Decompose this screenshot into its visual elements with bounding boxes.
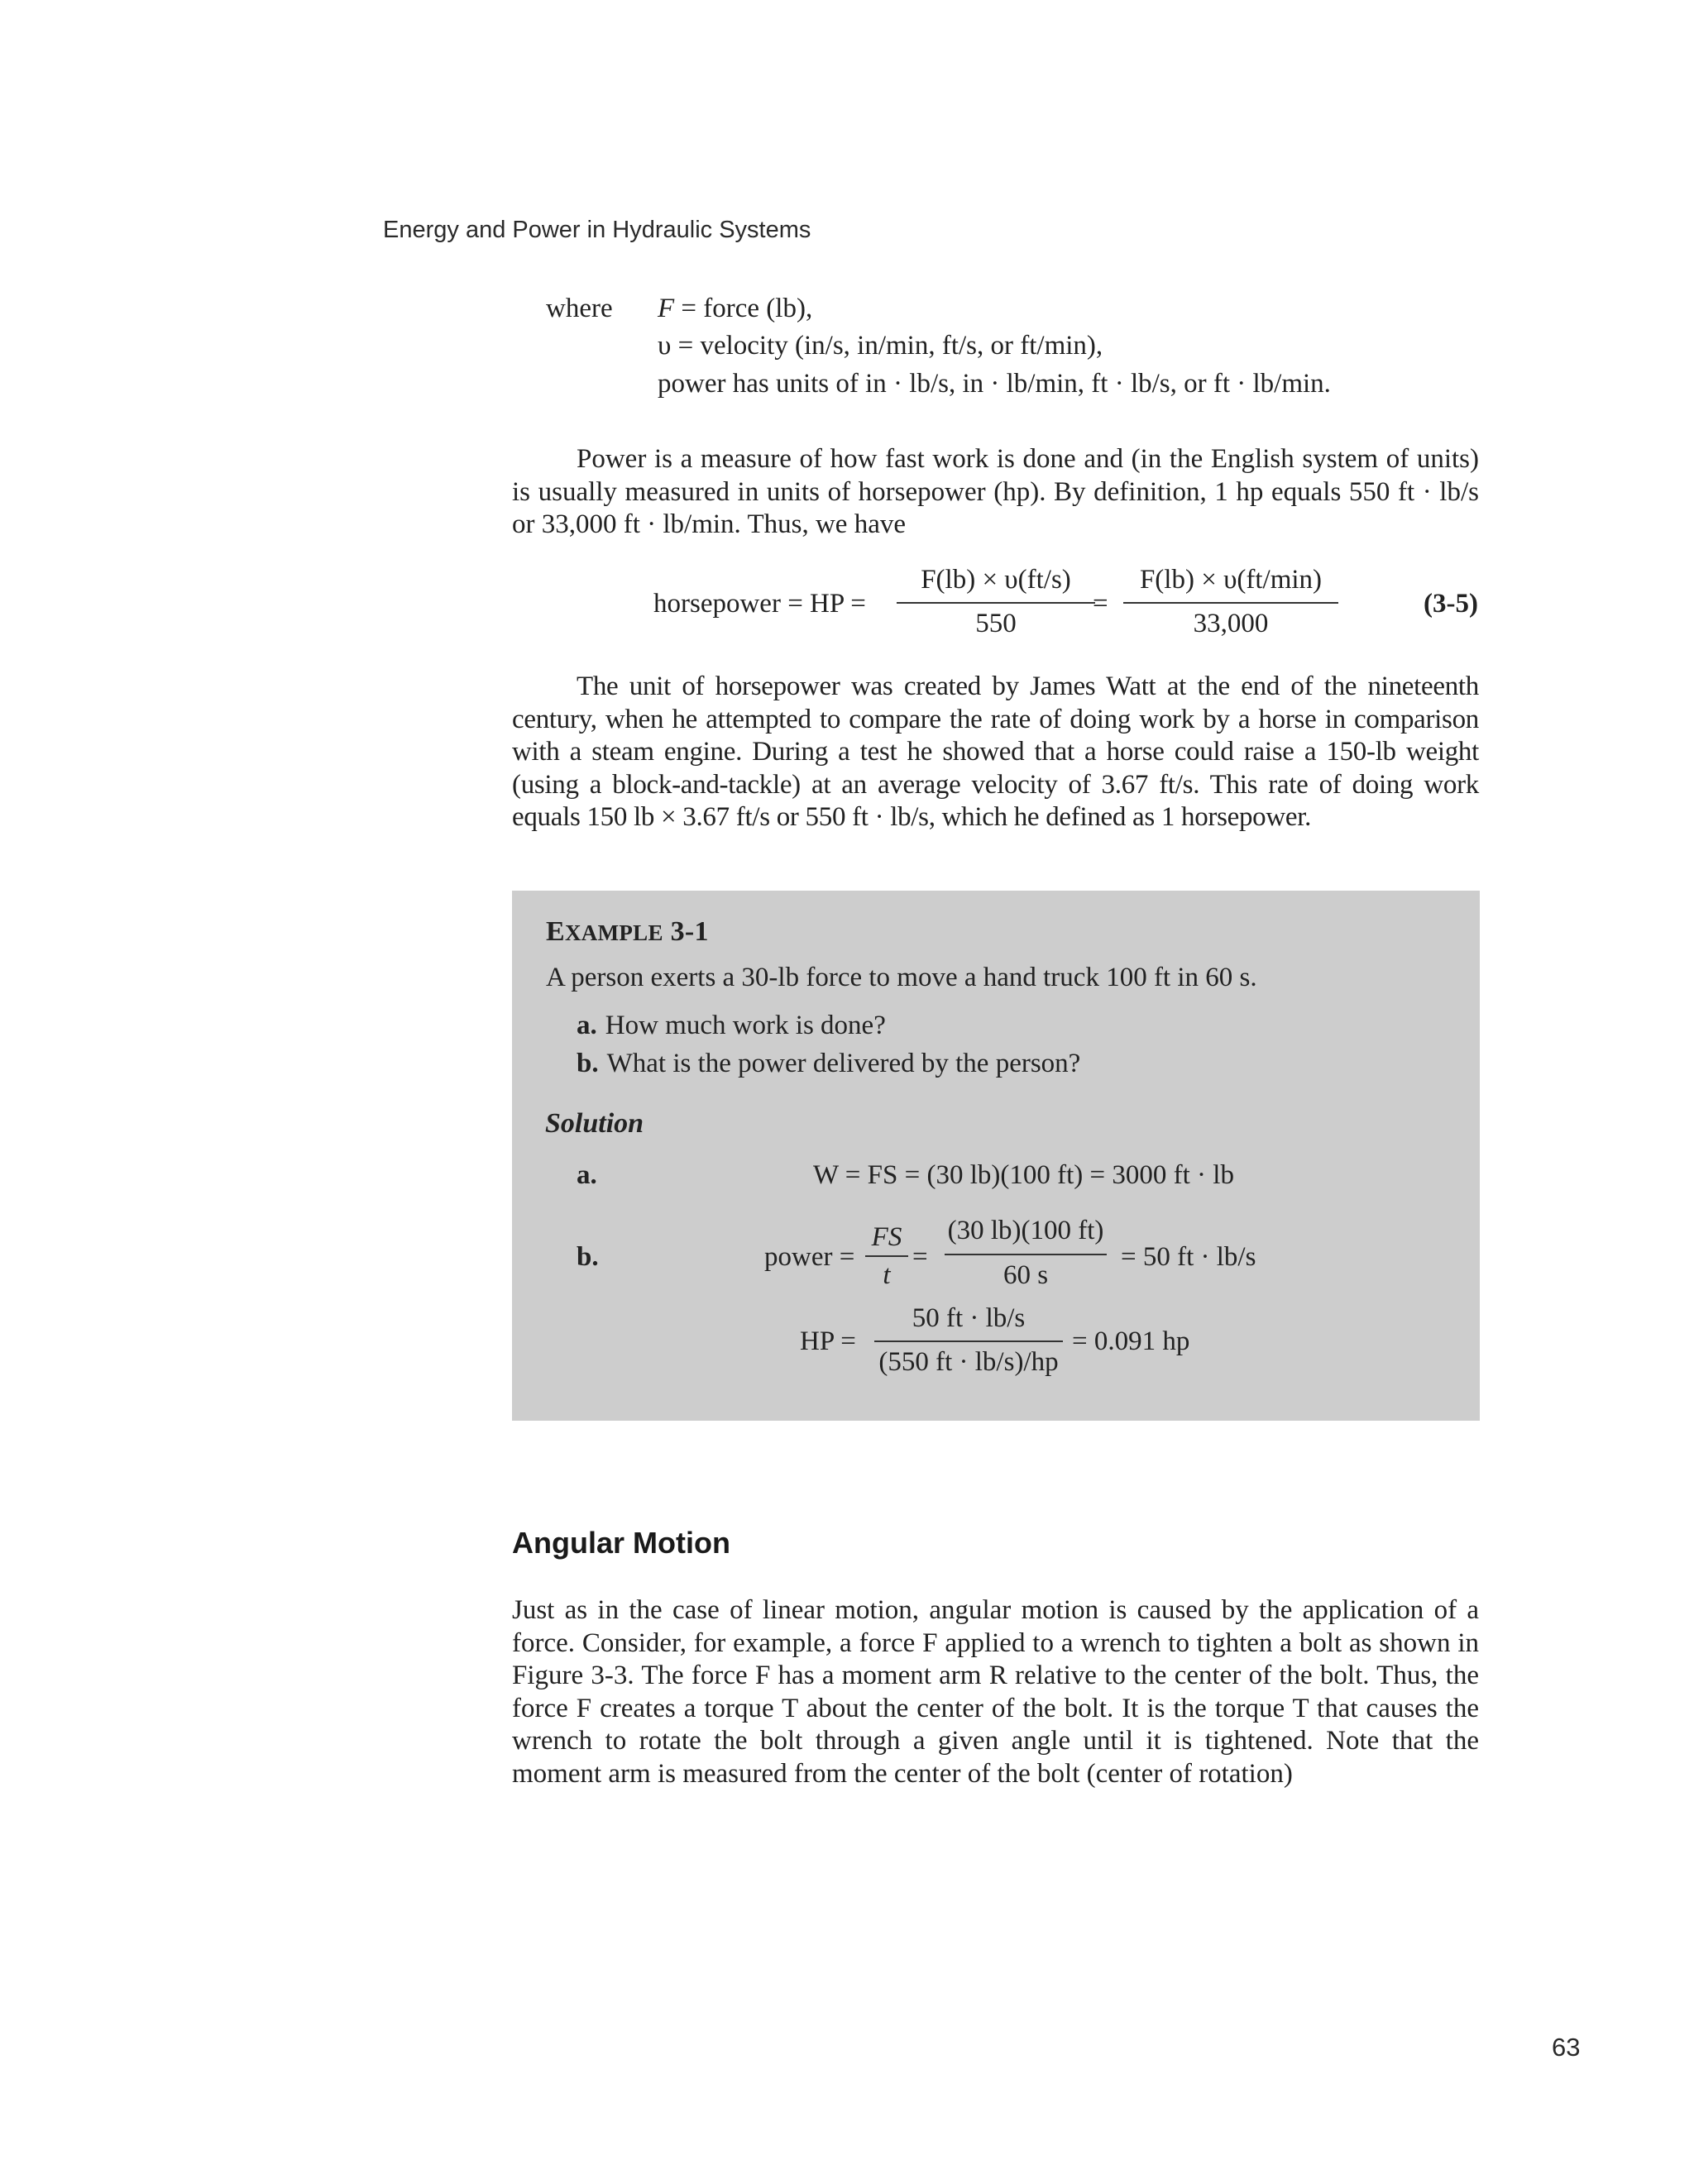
solution-b-lhs: power = bbox=[764, 1242, 855, 1272]
section-heading: Angular Motion bbox=[512, 1526, 730, 1560]
example-question-b bbox=[577, 1049, 1080, 1079]
solution-b-result: = 50 ft · lb/s bbox=[1121, 1242, 1256, 1272]
hp-bar bbox=[874, 1341, 1063, 1342]
where-label: where bbox=[546, 294, 613, 323]
equation-equals: = bbox=[1093, 589, 1108, 619]
solution-b-equals: = bbox=[912, 1242, 928, 1272]
example-title bbox=[546, 916, 709, 948]
example-problem: A person exerts a 30-lb force to move a hand truck 100 ft in 60 s. bbox=[546, 963, 1257, 992]
example-title-smallcaps: XAMPLE bbox=[564, 920, 663, 945]
where-force-definition bbox=[658, 294, 812, 324]
example-question-a bbox=[577, 1011, 886, 1041]
force-definition-text: = force (lb), bbox=[674, 294, 813, 323]
paragraph-power-definition: Power is a measure of how fast work is done and (in the English system of units) is usually measured in units of horsepower (hp). By definition, 1 hp equals 550 ft · lb/s or 33,000 ft · lb/min. Thus, we have bbox=[512, 444, 1479, 539]
hp-lhs: HP = bbox=[800, 1326, 856, 1356]
example-number: 3-1 bbox=[670, 916, 709, 947]
fraction-1-numerator: F(lb) × υ(ft/s) bbox=[921, 565, 1071, 595]
solution-b-numerator: (30 lb)(100 ft) bbox=[947, 1216, 1104, 1245]
hp-numerator: 50 ft · lb/s bbox=[912, 1303, 1026, 1333]
solution-b-letter: b. bbox=[577, 1242, 599, 1272]
hp-denominator: (550 ft · lb/s)/hp bbox=[878, 1347, 1059, 1377]
fraction-1-denominator: 550 bbox=[975, 609, 1017, 638]
question-letter: b. bbox=[577, 1049, 599, 1078]
running-head: Energy and Power in Hydraulic Systems bbox=[383, 217, 811, 243]
equation-lhs: horsepower = HP = bbox=[653, 589, 866, 619]
page-number: 63 bbox=[1552, 2033, 1581, 2062]
solution-b-fs-bar bbox=[865, 1255, 908, 1257]
solution-a-equation: W = FS = (30 lb)(100 ft) = 3000 ft · lb bbox=[813, 1160, 1234, 1190]
solution-b-denominator: 60 s bbox=[1003, 1260, 1049, 1290]
fraction-1-bar bbox=[897, 602, 1095, 604]
solution-b-fs-denominator: t bbox=[883, 1260, 891, 1290]
question-text: How much work is done? bbox=[605, 1011, 886, 1040]
where-power-units: power has units of in · lb/s, in · lb/min, ft · lb/s, or ft · lb/min. bbox=[658, 369, 1331, 399]
solution-a-letter: a. bbox=[577, 1160, 597, 1190]
fraction-2-denominator: 33,000 bbox=[1193, 609, 1269, 638]
solution-b-fs-numerator: FS bbox=[871, 1222, 902, 1252]
paragraph-angular-motion: Just as in the case of linear motion, angular motion is caused by the application of a force. Consider, for example, a force F applied to a wrench to tighten a bolt as shown in Figure 3-3. The force F has a moment arm R relative to the center of the bolt. Thus, the force F creates a torque T about the center of the bolt. It is the torque T that causes the wrench to rotate the bolt through a given angle until it is tightened. Note that the moment arm is measured from the center of the bolt (center of rotation) bbox=[512, 1595, 1479, 1789]
solution-label: Solution bbox=[545, 1108, 644, 1139]
hp-result: = 0.091 hp bbox=[1072, 1326, 1190, 1356]
force-symbol: F bbox=[658, 294, 675, 323]
where-velocity-definition: υ = velocity (in/s, in/min, ft/s, or ft/min), bbox=[658, 331, 1103, 361]
fraction-2-numerator: F(lb) × υ(ft/min) bbox=[1139, 565, 1323, 595]
question-text: What is the power delivered by the person? bbox=[606, 1049, 1081, 1078]
question-letter: a. bbox=[577, 1011, 597, 1040]
equation-number: (3-5) bbox=[1424, 589, 1478, 619]
example-title-initial: E bbox=[546, 916, 565, 947]
solution-b-bar bbox=[945, 1254, 1107, 1255]
paragraph-james-watt: The unit of horsepower was created by James Watt at the end of the nineteenth century, when he attempted to compare the rate of doing work by a horse in comparison with a steam engine. During a test he showed that a horse could raise a 150-lb weight (using a block-and-tackle) at an average velocity of 3.67 ft/s. This rate of doing work equals 150 lb × 3.67 ft/s or 550 ft · lb/s, which he defined as 1 horsepower. bbox=[512, 671, 1479, 832]
fraction-2-bar bbox=[1123, 602, 1338, 604]
